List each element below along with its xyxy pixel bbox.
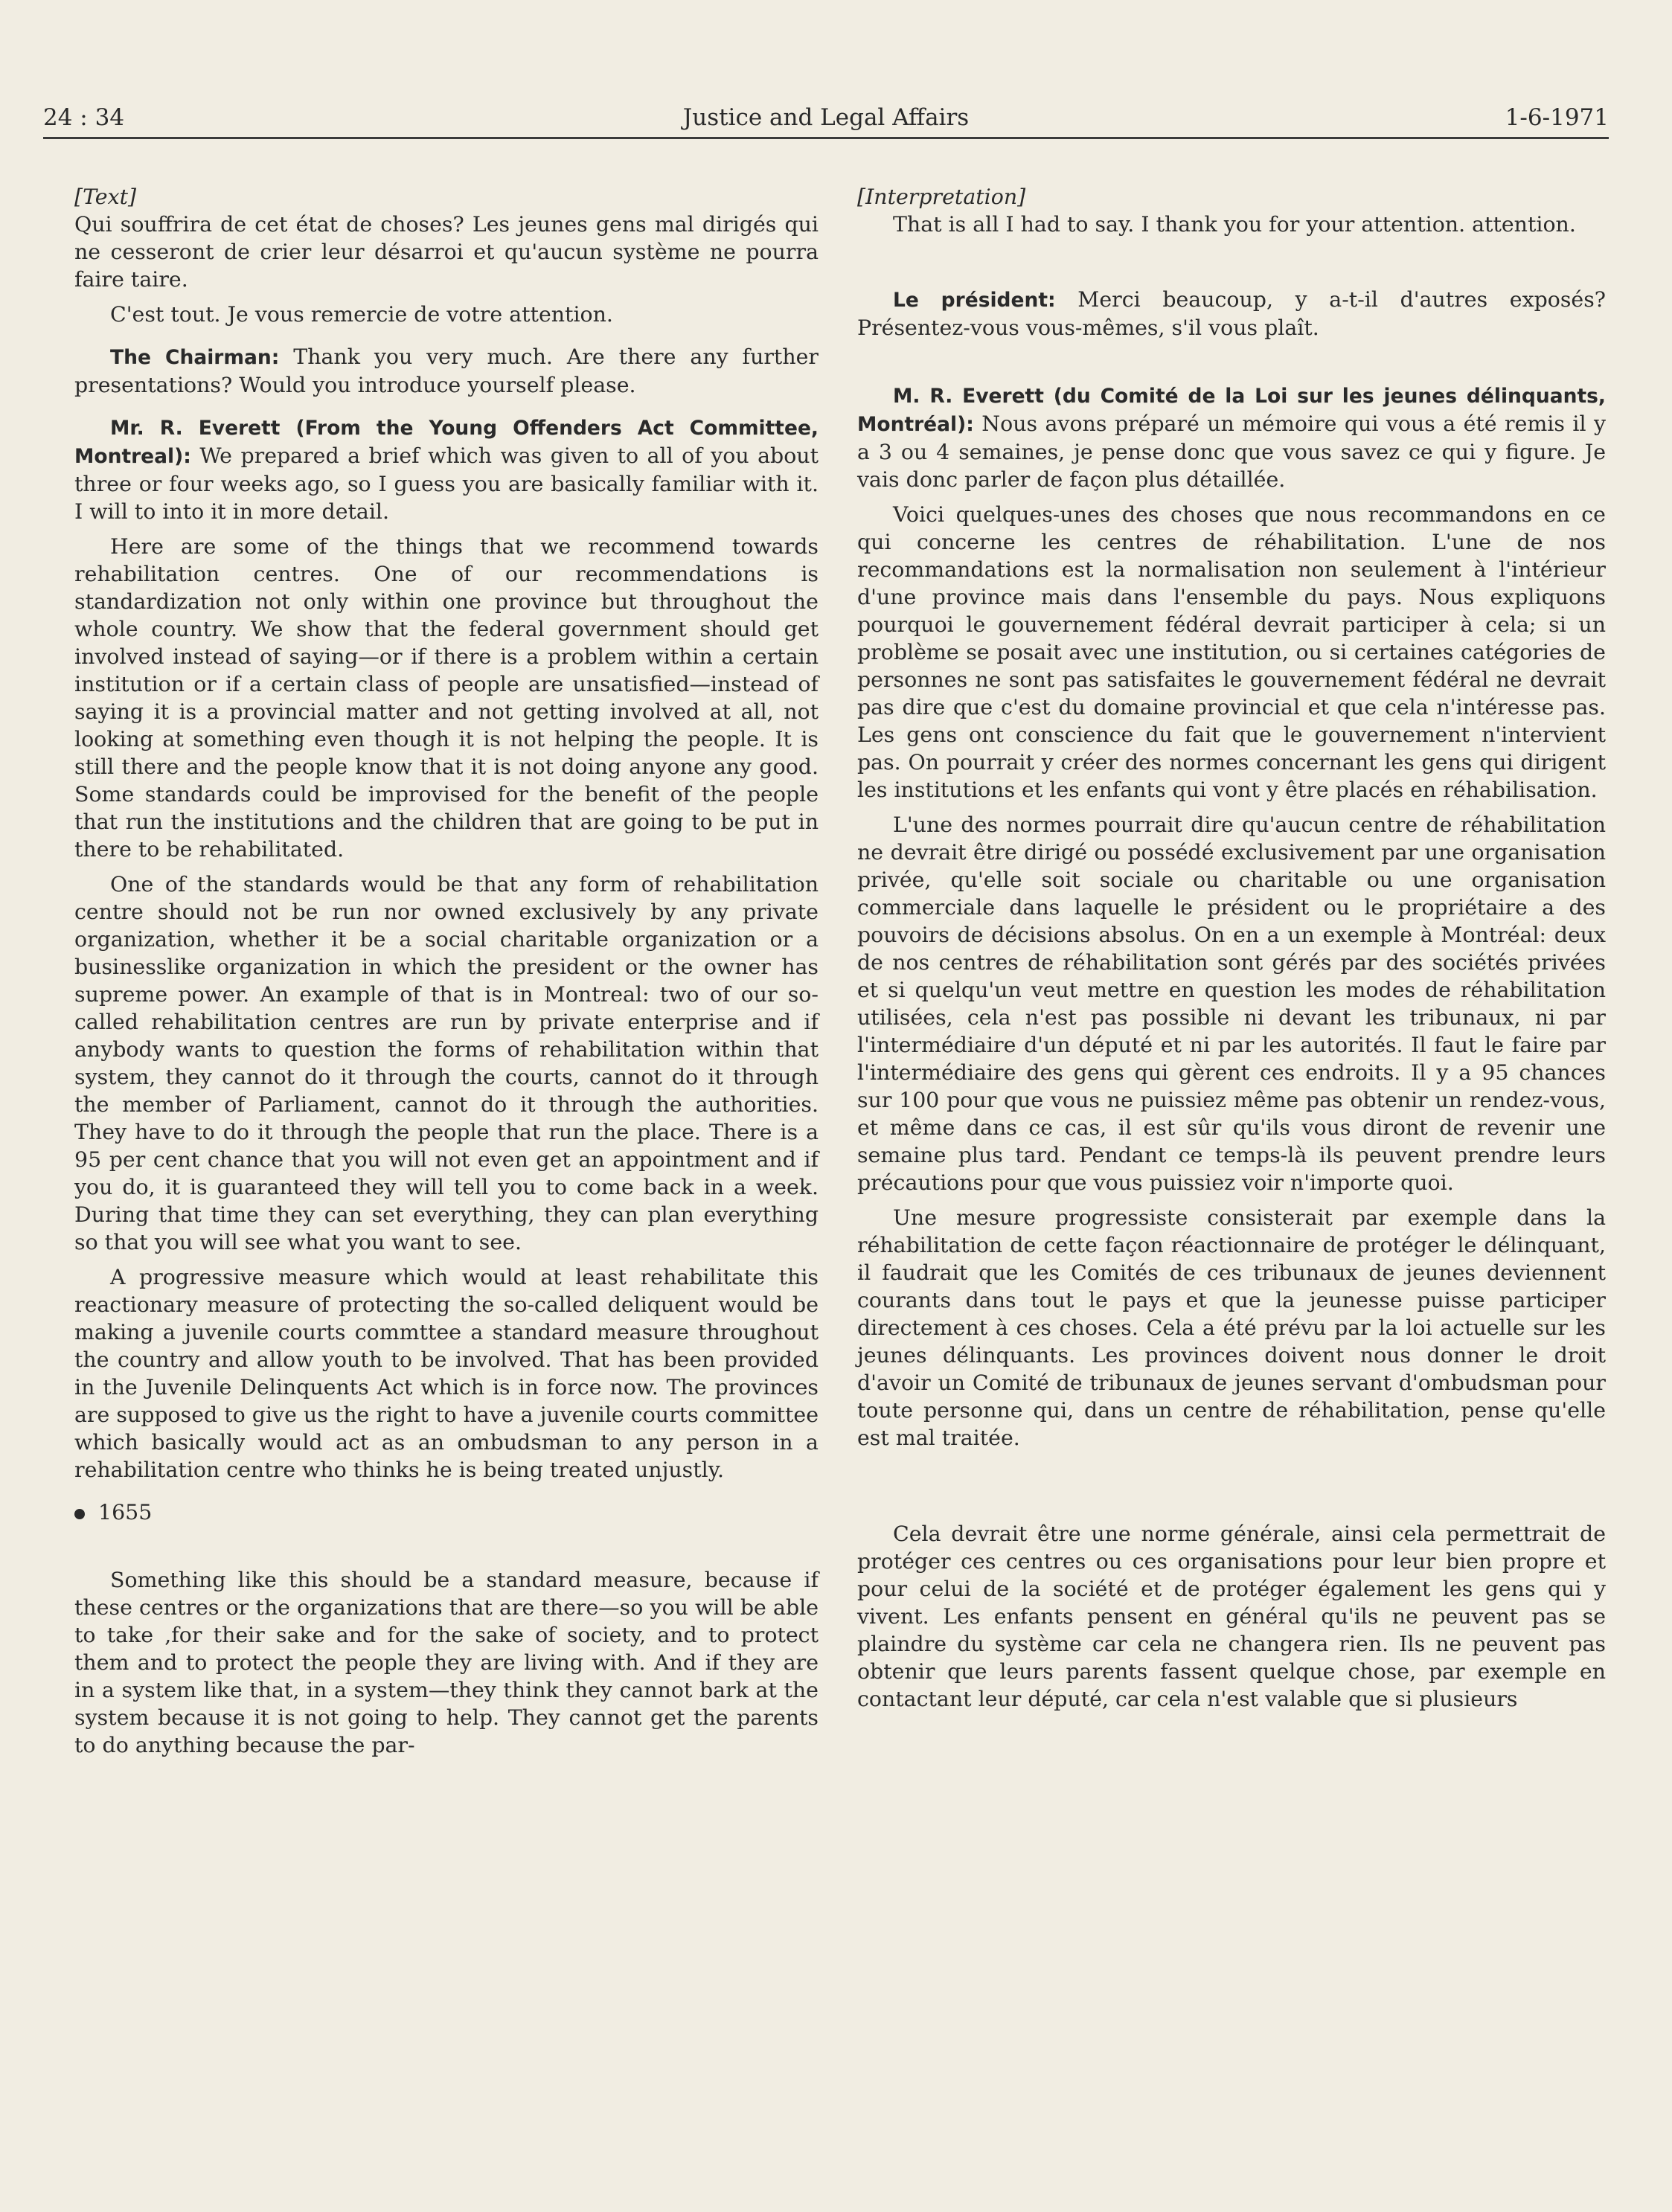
everett-statement bbox=[857, 382, 1606, 493]
statement-text: We prepared a brief which was given to all of you about three or four weeks ago, so I guess you are basically familiar with it. I will to into it in more detail. bbox=[74, 443, 819, 524]
paragraph: One of the standards would be that any form of rehabilitation centre should not be run nor owned exclusively by any private organization, whether it be a social charitable organization or a businesslike organization in which the president or the owner has supreme power. An example of that is in Montreal: two of our so-called rehabilitation centres are run by private enterprise and if anybody wants to question the forms of rehabilitation within that system, they cannot do it through the courts, cannot do it through the member of Parliament, cannot do it through the authorities. They have to do it through the people that run the place. There is a 95 per cent chance that you will not even get an appointment and if you do, it is guaranteed they will tell you to come back in a week. During that time they can set everything, they can plan everything so that you will see what you want to see. bbox=[74, 872, 819, 1254]
french-column bbox=[857, 183, 1606, 1713]
paragraph: Une mesure progressiste consisterait par exemple dans la réhabilitation de cette façon réactionnaire de protéger le délinquant, il faudrait que les Comités de ces tribunaux de jeunes deviennent courants dans tout le pays et que la jeunesse puisse participer directement à ces choses. Cela a été prévu par la loi actuelle sur les jeunes délinquants. Les provinces doivent nous donner le droit d'avoir un Comité de tribunaux de jeunes servant d'ombudsman pour toute personne qui, dans un centre de réhabilitation, pense qu'elle est mal traitée. bbox=[857, 1205, 1606, 1450]
everett-statement bbox=[74, 414, 819, 525]
speaker-name: Le président: bbox=[893, 289, 1056, 312]
page-header bbox=[43, 103, 1609, 139]
paragraph: Here are some of the things that we recommend towards rehabilitation centres. One of our recommendations is standardization not only within one province but throughout the whole country. We show that the federal government should get involved instead of saying—or if there is a problem within a certain institution or if a certain class of people are unsatisfied—instead of saying it is a provincial matter and not getting involved at all, not looking at something even though it is not helping the people. It is still there and the people know that it is not doing anyone any good. Some standards could be improvised for the benefit of the people that run the institutions and the children that are going to be put in there to be rehabilitated. bbox=[74, 534, 819, 862]
speaker-name: M. R. Everett (du Comité de la Loi sur les jeunes délinquants, Montréal): bbox=[857, 385, 1606, 436]
running-title: Justice and Legal Affairs bbox=[682, 104, 970, 131]
paragraph: Voici quelques-unes des choses que nous recommandons en ce qui concerne les centres de réhabilitation. L'une de nos recommandations est la normalisation non seulement à l'intérieur d'une province mais dans l'ensemble du pays. Nous expliquons pourquoi le gouvernement fédéral devrait participer à cela; si un problème se posait avec une institution, ou si certaines catégories de personnes ne sont pas satisfaites le gouvernement fédéral ne devrait pas dire que c'est du domaine provincial et que cela n'intéresse pas. Les gens ont conscience du fait que le gouvernement n'intervient pas. On pourrait y créer des normes concernant les gens qui dirigent les institutions et les enfants qui vont y être placés en réhabilisation. bbox=[857, 502, 1606, 802]
paragraph: C'est tout. Je vous remercie de votre attention. bbox=[110, 302, 613, 327]
paragraph: A progressive measure which would at least rehabilitate this reactionary measure of protecting the so-called deliquent would be making a juvenile courts commttee a standard measure throughout the country and allow youth to be involved. That has been provided in the Juvenile Delinquents Act which is in force now. The provinces are supposed to give us the right to have a juvenile courts committee which basically would act as an ombudsman to any person in a rehabilitation centre who thinks he is being treated unjustly. bbox=[74, 1265, 819, 1482]
interpretation-label: [Interpretation] bbox=[857, 185, 1026, 209]
bullet-icon bbox=[74, 1509, 85, 1519]
issue-date: 1-6-1971 bbox=[1505, 104, 1609, 131]
paragraph: Something like this should be a standard measure, because if these centres or the organizations that are there—so you will be able to take ,for their sake and for the sake of society, and to protect them and to protect the people they are living with. And if they are in a system like that, in a system—they think they cannot bark at the system because it is not going to help. They cannot get the parents to do anything because the par- bbox=[74, 1568, 819, 1757]
paragraph: That is all I had to say. I thank you for your attention. attention. bbox=[893, 212, 1576, 237]
paragraph: Cela devrait être une norme générale, ainsi cela permettrait de protéger ces centres ou ces organisations pour leur bien propre et pour celui de la société et de protéger également les gens qui y vivent. Les enfants pensent en général qu'ils ne peuvent pas se plaindre du système car cela ne changera rien. Ils ne peuvent pas obtenir que leurs parents fassent quelque chose, par exemple en contactant leur député, car cela n'est valable que si plusieurs bbox=[857, 1522, 1606, 1711]
text-label: [Text] bbox=[74, 185, 137, 209]
paragraph: Qui souffrira de cet état de choses? Les jeunes gens mal dirigés qui ne cesseront de crier leur désarroi et qu'aucun système ne pourra faire taire. bbox=[74, 212, 819, 292]
statement-text: Thank you very much. Are there any further presentations? Would you introduce yourself please. bbox=[74, 344, 819, 397]
chairman-statement bbox=[74, 343, 819, 399]
paragraph: L'une des normes pourrait dire qu'aucun centre de réhabilitation ne devrait être dirigé ou possédé exclusivement par une organisation privée, qu'elle soit sociale ou charitable ou une organisation commerciale dans laquelle le président ou le propriétaire a des pouvoirs de décisions absolus. On en a un exemple à Montréal: deux de nos centres de réhabilitation sont gérés par des sociétés privées et si quelqu'un veut mettre en question les modes de réhabilitation utilisées, cela n'est pas possible ni devant les tribunaux, ni par l'intermédiaire d'un député et ni par les autorités. Il faut le faire par l'intermédiaire des gens qui gèrent ces endroits. Il y a 95 chances sur 100 pour que vous ne puissiez même pas obtenir un rendez-vous, et même dans ce cas, il est sûr qu'ils vous diront de revenir une semaine plus tard. Pendant ce temps-là ils peuvent prendre leurs précautions pour que vous puissiez voir n'importe quoi. bbox=[857, 812, 1606, 1195]
statement-text: Nous avons préparé un mémoire qui vous a été remis il y a 3 ou 4 semaines, je pense donc que vous savez ce qui y figure. Je vais donc parler de façon plus détaillée. bbox=[857, 411, 1607, 492]
time-marker bbox=[74, 1498, 819, 1526]
president-statement bbox=[857, 286, 1606, 342]
english-column bbox=[74, 183, 819, 1759]
speaker-name: Mr. R. Everett (From the Young Offenders Act Committee, Montreal): bbox=[74, 417, 819, 468]
page-number: 24 : 34 bbox=[43, 104, 125, 131]
statement-text: Merci beaucoup, y a-t-il d'autres exposés? Présentez-vous vous-mêmes, s'il vous plaît. bbox=[857, 287, 1607, 340]
time-value: 1655 bbox=[98, 1500, 153, 1525]
speaker-name: The Chairman: bbox=[110, 346, 280, 369]
